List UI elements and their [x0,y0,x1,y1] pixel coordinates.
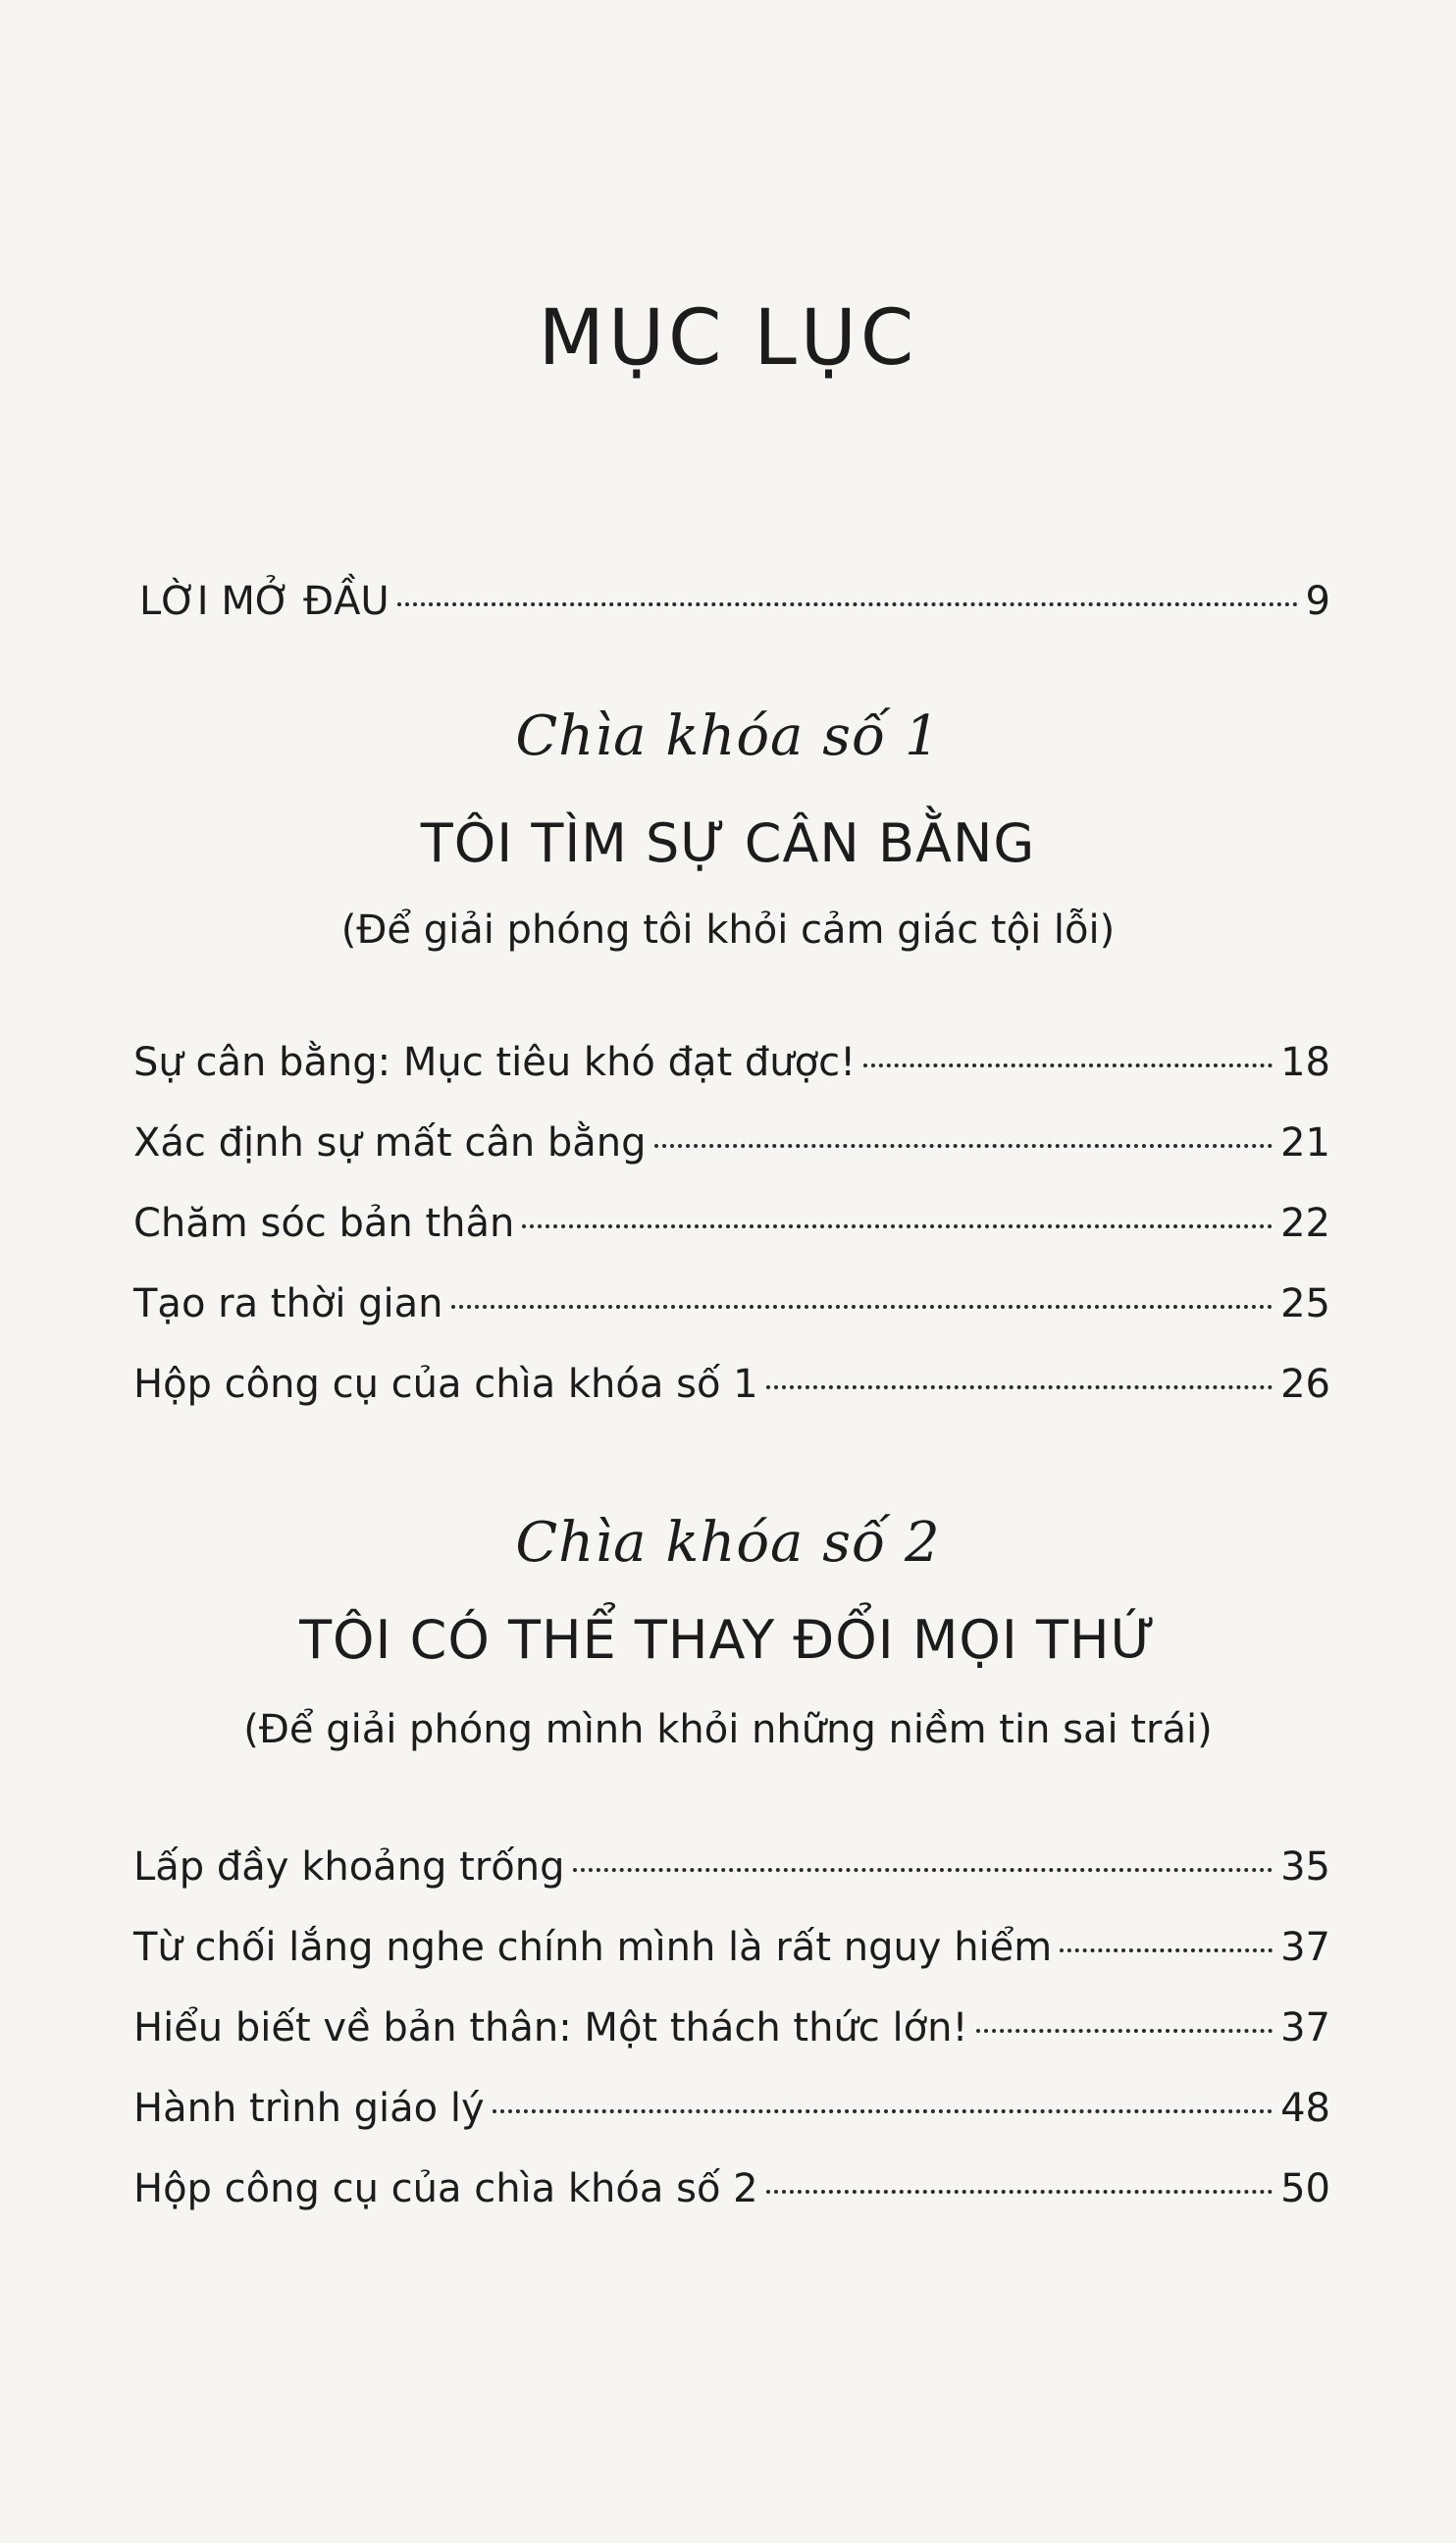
toc-entry-page: 37 [1280,1925,1330,1970]
dot-leader [1060,1948,1273,1952]
toc-entry-page: 35 [1280,1844,1330,1890]
toc-entry-page: 25 [1280,1281,1330,1326]
toc-entry[interactable] [133,1362,1330,1407]
key-1-title: TÔI TÌM SỰ CÂN BẰNG [420,812,1036,874]
toc-entry-intro[interactable] [139,579,1330,624]
dot-leader [493,2109,1273,2113]
toc-entry[interactable] [133,2005,1330,2050]
toc-entry[interactable] [133,1925,1330,1970]
key-2-subtitle: (Để giải phóng mình khỏi những niềm tin sai trái) [243,1707,1213,1752]
toc-entry-label: Hộp công cụ của chìa khóa số 2 [133,2166,758,2211]
toc-entry-label: Xác định sự mất cân bằng [133,1120,647,1166]
toc-entry-page: 9 [1305,579,1330,624]
key-2-script-heading: Chìa khóa số 2 [515,1511,941,1575]
dot-leader [654,1144,1274,1148]
toc-entry-page: 48 [1280,2086,1330,2131]
toc-entry-label: Lấp đầy khoảng trống [133,1844,565,1890]
dot-leader [976,2029,1274,2033]
toc-entry-label: Chăm sóc bản thân [133,1201,515,1246]
toc-entry[interactable] [133,2086,1330,2131]
toc-entry-label: Sự cân bằng: Mục tiêu khó đạt được! [133,1040,857,1085]
toc-entry-page: 26 [1280,1362,1330,1407]
key-1-script-heading: Chìa khóa số 1 [515,704,941,768]
page-title: MỤC LỤC [538,294,918,383]
toc-entry-label: Từ chối lắng nghe chính mình là rất nguy hiểm [133,1925,1053,1970]
toc-entry-page: 18 [1280,1040,1330,1085]
toc-entry-page: 37 [1280,2005,1330,2050]
toc-entry[interactable] [133,1281,1330,1326]
dot-leader [573,1868,1274,1872]
toc-entry[interactable] [133,1844,1330,1890]
dot-leader [397,602,1298,606]
dot-leader [766,2190,1274,2194]
dot-leader [766,1385,1274,1389]
toc-entry-page: 21 [1280,1120,1330,1166]
toc-entry-page: 50 [1280,2166,1330,2211]
toc-entry-label: Hành trình giáo lý [133,2086,485,2131]
toc-entry-label: Tạo ra thời gian [133,1281,443,1326]
toc-entry[interactable] [133,1040,1330,1085]
toc-entry-label: Hiểu biết về bản thân: Một thách thức lớn! [133,2005,968,2050]
toc-entry[interactable] [133,1201,1330,1246]
toc-entry-page: 22 [1280,1201,1330,1246]
dot-leader [522,1224,1273,1228]
dot-leader [451,1305,1274,1309]
dot-leader [863,1064,1273,1067]
key-1-subtitle: (Để giải phóng tôi khỏi cảm giác tội lỗi) [340,908,1116,953]
toc-entry[interactable] [133,1120,1330,1166]
key-2-title: TÔI CÓ THỂ THAY ĐỔI MỌI THỨ [299,1609,1157,1671]
toc-entry-label: LỜI MỞ ĐẦU [139,579,390,624]
toc-entry-label: Hộp công cụ của chìa khóa số 1 [133,1362,758,1407]
toc-entry[interactable] [133,2166,1330,2211]
